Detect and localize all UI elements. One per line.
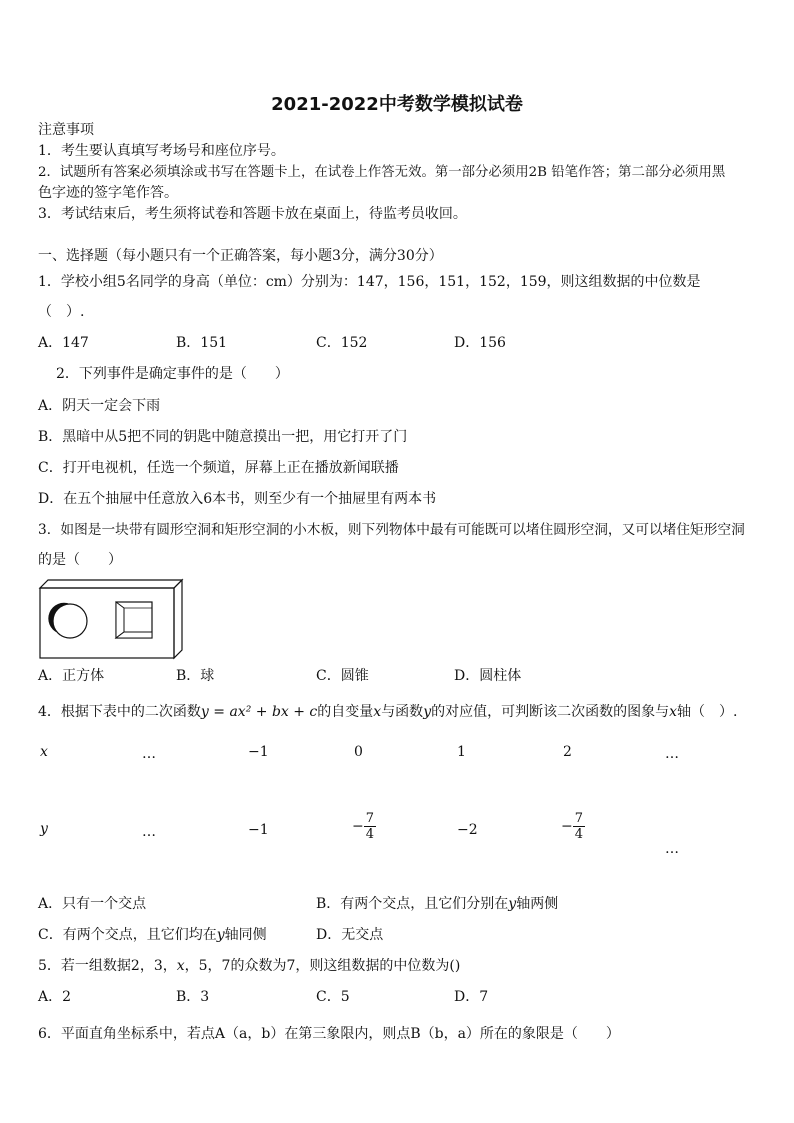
question-3-line1: 3．如图是一块带有圆形空洞和矩形空洞的小木板，则下列物体中最有可能既可以堵住圆形空洞，又可以堵住矩形空洞 xyxy=(38,522,745,538)
table-y-cell-fraction xyxy=(352,811,376,842)
q4-option-c-post: 轴同侧 xyxy=(224,927,267,943)
exam-title: 2021-2022中考数学模拟试卷 xyxy=(271,94,523,115)
notice-heading: 注意事项 xyxy=(38,122,94,138)
q4-option-a: A．只有一个交点 xyxy=(38,896,147,912)
q4-var-x: x xyxy=(373,704,382,720)
q4-option-b-var: y xyxy=(508,896,517,912)
q3-option-b: B．球 xyxy=(176,668,215,684)
q4-var-y: y xyxy=(423,704,432,720)
q4-option-c xyxy=(38,926,267,944)
q4-option-b-post: 轴两侧 xyxy=(516,896,559,912)
q4-stem-post: 的对应值，可判断该二次函数的图象与 xyxy=(431,704,670,720)
question-5-stem xyxy=(38,957,460,975)
table-x-cell: … xyxy=(665,746,679,762)
q1-option-b: B．151 xyxy=(176,335,228,351)
q3-option-c: C．圆锥 xyxy=(316,668,369,684)
q4-stem-pre: 4．根据下表中的二次函数 xyxy=(38,704,201,720)
table-y-cell: −2 xyxy=(457,822,478,838)
fraction-numerator: 7 xyxy=(365,811,375,826)
minus-sign: − xyxy=(561,818,573,835)
q2-option-c: C．打开电视机，任选一个频道，屏幕上正在播放新闻联播 xyxy=(38,460,399,476)
notice-item-3: 3．考试结束后，考生须将试卷和答题卡放在桌面上，待监考员收回。 xyxy=(38,206,467,222)
question-6-stem: 6．平面直角坐标系中，若点A（a，b）在第三象限内，则点B（b，a）所在的象限是（ ） xyxy=(38,1026,620,1042)
q2-option-b: B．黑暗中从5把不同的钥匙中随意摸出一把，用它打开了门 xyxy=(38,429,408,445)
question-1-line2: （ ）. xyxy=(38,304,85,320)
table-x-cell: 1 xyxy=(457,744,466,760)
notice-item-2-cont: 色字迹的签字笔作答。 xyxy=(38,185,178,201)
question-1-line1: 1．学校小组5名同学的身高（单位：cm）分别为：147，156，151，152，159，则这组数据的中位数是 xyxy=(38,274,701,290)
q4-axis-var: x xyxy=(669,704,678,720)
q4-option-b-pre: B．有两个交点，且它们分别在 xyxy=(316,896,509,912)
q3-option-d: D．圆柱体 xyxy=(454,668,522,684)
table-y-cell: −1 xyxy=(248,822,269,838)
fraction-numerator: 7 xyxy=(574,811,584,826)
question-4-stem xyxy=(38,703,737,721)
quadratic-formula: y = ax² + bx + c xyxy=(200,704,318,720)
q5-option-d: D．7 xyxy=(454,989,489,1005)
table-x-cell: … xyxy=(142,746,156,762)
square-hole xyxy=(116,602,152,638)
table-x-label: x xyxy=(40,744,48,760)
q1-option-d: D．156 xyxy=(454,335,506,351)
question-2-stem: 2．下列事件是确定事件的是（ ） xyxy=(56,366,289,382)
q4-stem-mid1: 的自变量 xyxy=(317,704,374,720)
q4-option-b xyxy=(316,895,558,913)
table-y-label: y xyxy=(40,821,48,837)
q3-option-a: A．正方体 xyxy=(38,668,105,684)
q2-option-a: A．阴天一定会下雨 xyxy=(38,398,161,414)
question-3-line2: 的是（ ） xyxy=(38,552,122,568)
q5-option-c: C．5 xyxy=(316,989,350,1005)
q5-stem-post: ，5，7的众数为7，则这组数据的中位数为() xyxy=(184,958,461,974)
q4-option-c-var: y xyxy=(216,927,225,943)
fraction-denominator: 4 xyxy=(574,827,584,842)
round-hole xyxy=(48,603,87,638)
notice-item-1: 1．考生要认真填写考场号和座位序号。 xyxy=(38,143,285,159)
q1-option-a: A．147 xyxy=(38,335,89,351)
q5-option-a: A．2 xyxy=(38,989,72,1005)
q4-option-c-pre: C．有两个交点，且它们均在 xyxy=(38,927,217,943)
fraction-denominator: 4 xyxy=(365,827,375,842)
wooden-board-figure xyxy=(38,578,184,660)
q5-stem-pre: 5．若一组数据2，3， xyxy=(38,958,177,974)
table-x-cell: 2 xyxy=(563,744,572,760)
q5-option-b: B．3 xyxy=(176,989,210,1005)
q4-stem-mid2: 与函数 xyxy=(381,704,424,720)
table-x-cell: −1 xyxy=(248,744,269,760)
minus-sign: − xyxy=(352,818,364,835)
q5-var-x: x xyxy=(176,958,185,974)
table-y-cell-fraction xyxy=(561,811,585,842)
table-y-cell: … xyxy=(665,841,679,857)
table-x-cell: 0 xyxy=(354,744,363,760)
table-y-cell: … xyxy=(142,824,156,840)
q4-option-d: D．无交点 xyxy=(316,927,384,943)
q4-stem-end: 轴（ ）. xyxy=(677,704,738,720)
section-heading: 一、选择题（每小题只有一个正确答案，每小题3分，满分30分） xyxy=(38,248,443,264)
q1-option-c: C．152 xyxy=(316,335,368,351)
q2-option-d: D．在五个抽屉中任意放入6本书，则至少有一个抽屉里有两本书 xyxy=(38,491,437,507)
notice-item-2: 2．试题所有答案必须填涂或书写在答题卡上，在试卷上作答无效。第一部分必须用2B 铅笔作答；第二部分必须用黑 xyxy=(38,165,726,180)
